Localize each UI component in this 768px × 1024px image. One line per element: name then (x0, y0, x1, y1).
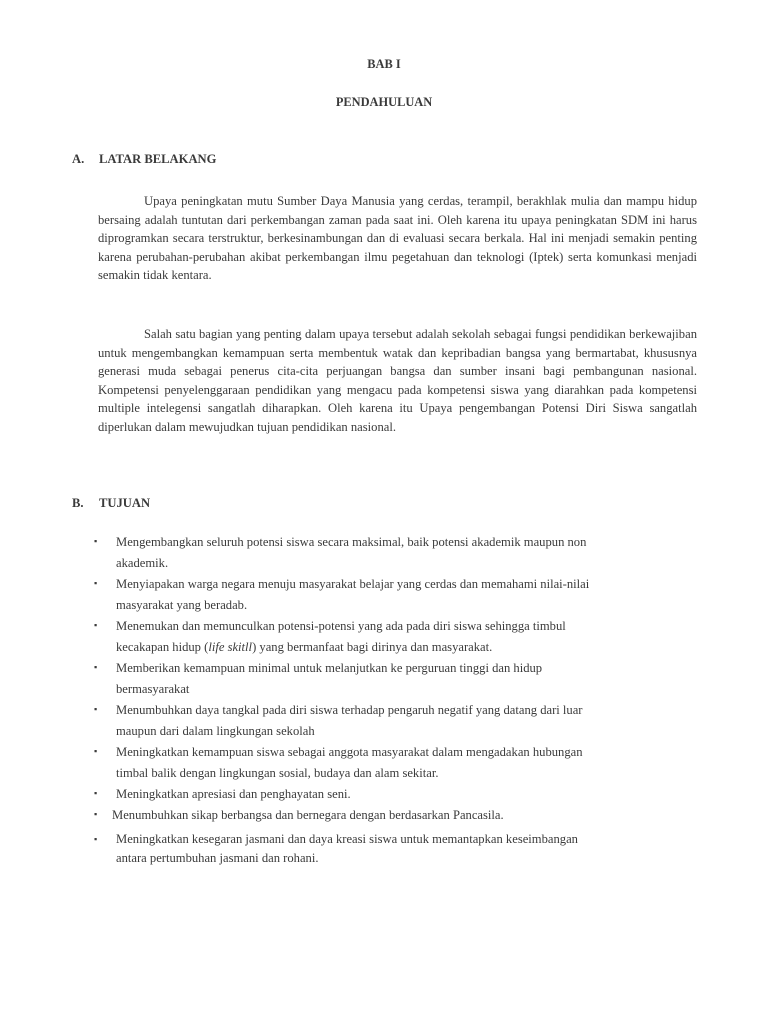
section-b-heading (72, 496, 150, 511)
goal-text: Meningkatkan apresiasi dan penghayatan seni. (116, 787, 351, 801)
square-bullet-icon: ▪ (94, 620, 98, 630)
chapter-title: PENDAHULUAN (335, 95, 433, 109)
chapter-number: BAB I (367, 57, 401, 71)
square-bullet-icon: ▪ (94, 788, 98, 798)
goal-text: Menyiapakan warga negara menuju masyarakat belajar yang cerdas dan memahami nilai-nilai masyarakat yang beradab. (116, 577, 590, 612)
goal-text-part: Menemukan dan memunculkan potensi-potensi yang ada pada diri siswa sehingga timbul kecakapan hidup ( (116, 619, 566, 654)
square-bullet-icon: ▪ (94, 746, 98, 756)
section-b-title: TUJUAN (99, 496, 151, 510)
goal-text: Menumbuhkan sikap berbangsa dan bernegara dengan berdasarkan Pancasila. (112, 808, 504, 822)
goal-text: Mengembangkan seluruh potensi siswa secara maksimal, baik potensi akademik maupun non akademik. (116, 535, 587, 570)
goal-text: Meningkatkan kesegaran jasmani dan daya kreasi siswa untuk memantapkan keseimbangan antara pertumbuhan jasmani dan rohani. (116, 832, 578, 865)
square-bullet-icon: ▪ (94, 536, 98, 546)
section-b-letter: B. (72, 496, 84, 510)
goal-text: Meningkatkan kemampuan siswa sebagai anggota masyarakat dalam mengadakan hubungan timbal balik dengan lingkungan sosial, budaya dan alam sekitar. (116, 745, 583, 780)
goal-text: Memberikan kemampuan minimal untuk melanjutkan ke perguruan tinggi dan hidup bermasyarakat (116, 661, 543, 696)
goal-text: Menumbuhkan daya tangkal pada diri siswa terhadap pengaruh negatif yang datang dari luar maupun dari dalam lingkungan sekolah (116, 703, 583, 738)
section-a-title: LATAR BELAKANG (99, 152, 217, 166)
square-bullet-icon: ▪ (94, 834, 98, 844)
square-bullet-icon: ▪ (94, 662, 98, 672)
section-a-letter: A. (72, 152, 85, 166)
square-bullet-icon: ▪ (94, 809, 98, 819)
background-paragraph-1: Upaya peningkatan mutu Sumber Daya Manusia yang cerdas, terampil, berakhlak mulia dan mampu hidup bersaing adalah tuntutan dari perkembangan zaman pada saat ini. Oleh karena itu upaya peningkatan SDM ini harus diprogramkan secara terstruktur, berkesinambungan dan di evaluasi secara berkala. Hal ini menjadi semakin penting karena perubahan-perubahan akibat perkembangan ilmu pegetahuan dan teknologi (Iptek) serta komunkasi menjadi semakin tidak kentara. (98, 194, 697, 283)
square-bullet-icon: ▪ (94, 578, 98, 588)
goal-text-part: ) yang bermanfaat bagi dirinya dan masyarakat. (252, 640, 493, 654)
square-bullet-icon: ▪ (94, 704, 98, 714)
goal-text (116, 616, 697, 658)
section-a-heading (72, 152, 216, 167)
background-paragraph-2: Salah satu bagian yang penting dalam upaya tersebut adalah sekolah sebagai fungsi pendidikan berkewajiban untuk mengembangkan kemampuan serta membentuk watak dan kepribadian bangsa yang bermartabat, khususnya generasi muda sebagai penerus cita-cita perjuangan bangsa dan sumber insani bagi pembangunan nasional. Kompetensi penyelenggaraan pendidikan yang mengacu pada kompetensi siswa yang diarahkan pada kompetensi multiple intelegensi sangatlah diharapkan. Oleh karena itu Upaya pengembangan Potensi Diri Siswa sangatlah diperlukan dalam mewujudkan tujuan pendidikan nasional. (98, 327, 697, 434)
goal-text-italic: life skitll (208, 640, 253, 654)
